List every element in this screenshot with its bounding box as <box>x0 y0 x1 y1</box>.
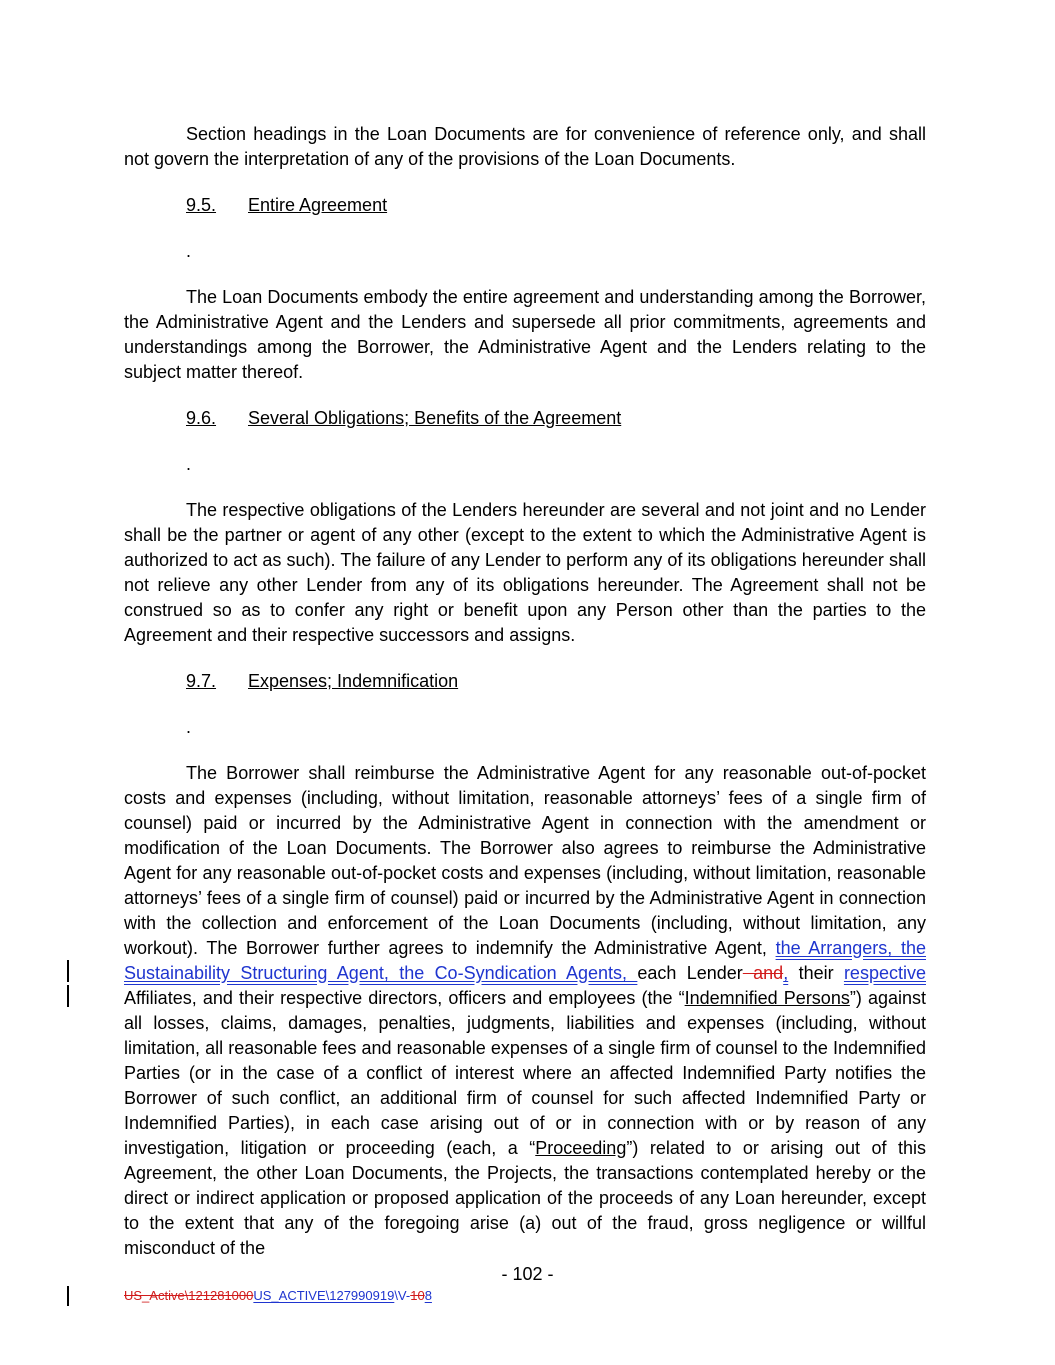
document-page <box>124 122 926 1261</box>
section-heading-9-7 <box>186 669 926 694</box>
section-body-9-7 <box>124 761 926 1261</box>
body-text: Affiliates, and their respective directors, officers and employees (the “ <box>124 988 685 1008</box>
section-dot: . <box>186 241 192 261</box>
section-heading-9-5 <box>186 193 926 218</box>
version-prefix: \V- <box>394 1288 411 1303</box>
body-text: ”) related to or arising out of this Agreement, the other Loan Documents, the Projects, the transactions contemplated hereby or the direct or indirect application or proposed application of the proceeds of any Loan hereunder, except to the extent that any of the foregoing arise (a) out of the fraud, gross negligence or willful misconduct of the <box>124 1138 927 1258</box>
section-body-9-6: The respective obligations of the Lenders hereunder are several and not joint and no Lender shall be the partner or agent of any other (except to the extent to which the Administrative Agent is authorized to act as such). The failure of any Lender to perform any of its obligations hereunder shall not relieve any other Lender from any of its obligations hereunder. The Agreement shall not be construed so as to confer any right or benefit upon any Person other than the parties to the Agreement and their respective successors and assigns. <box>124 500 926 645</box>
document-id-footer <box>124 1288 432 1304</box>
intro-paragraph: Section headings in the Loan Documents are for convenience of reference only, and shall not govern the interpretation of any of the provisions of the Loan Documents. <box>124 124 926 169</box>
section-heading-9-6 <box>186 406 926 431</box>
section-title: Entire Agreement <box>248 195 388 215</box>
section-number: 9.7. <box>186 671 217 691</box>
section-title: Several Obligations; Benefits of the Agreement <box>248 408 622 428</box>
revision-bar <box>67 1286 69 1306</box>
inserted-text: the Arrangers, the Sustainability Structuring Agent, the Co-Syndication Agents, <box>124 938 926 983</box>
inserted-text: respective <box>843 963 926 983</box>
inserted-doc-id: US_ACTIVE\127990919 <box>253 1288 395 1303</box>
defined-term: Indemnified Persons <box>684 988 850 1008</box>
section-dot: . <box>186 454 192 474</box>
section-number: 9.6. <box>186 408 217 428</box>
section-number: 9.5. <box>186 195 217 215</box>
body-text: The Borrower shall reimburse the Administrative Agent for any reasonable out-of-pocket costs and expenses (including, without limitation, reasonable attorneys’ fees of a single firm of counsel) paid or incurred by the Administrative Agent in connection with the amendment or modification of the Loan Documents. The Borrower also agrees to reimburse the Administrative Agent for any reasonable out-of-pocket costs and expenses (including, without limitation, reasonable attorneys’ fees of a single firm of counsel) paid or incurred by the Administrative Agent in connection with the collection and enforcement of the Loan Documents (including, without limitation, any workout). The Borrower further agrees to indemnify the Administrative Agent, <box>124 763 926 958</box>
body-text: their <box>788 963 844 983</box>
page-number: - 102 - <box>501 1264 554 1284</box>
body-text: each Lender <box>637 963 743 983</box>
deleted-version: 10 <box>410 1288 425 1303</box>
inserted-text: , <box>783 963 789 983</box>
deleted-doc-id: US_Active\121281000 <box>124 1288 254 1303</box>
inserted-version: 8 <box>424 1288 432 1303</box>
section-title: Expenses; Indemnification <box>248 671 459 691</box>
defined-term: Proceeding <box>535 1138 627 1158</box>
revision-bar <box>67 985 69 1007</box>
revision-bar <box>67 960 69 982</box>
body-text: ”) against all losses, claims, damages, penalties, judgments, liabilities and expenses (including, without limitation, all reasonable fees and reasonable expenses of a single firm of counsel to the Indemnified Parties (or in the case of a conflict of interest where an affected Indemnified Party notifies the Borrower of such conflict, an additional firm of counsel for such affected Indemnified Party or Indemnified Parties), in each case arising out of or in connection with or by reason of any investigation, litigation or proceeding (each, a “ <box>124 988 926 1158</box>
deleted-text: and <box>742 963 784 983</box>
section-dot: . <box>186 717 192 737</box>
section-body-9-5: The Loan Documents embody the entire agreement and understanding among the Borrower, the Administrative Agent and the Lenders and supersede all prior commitments, agreements and understandings among the Borrower, the Administrative Agent and the Lenders relating to the subject matter thereof. <box>124 287 926 382</box>
